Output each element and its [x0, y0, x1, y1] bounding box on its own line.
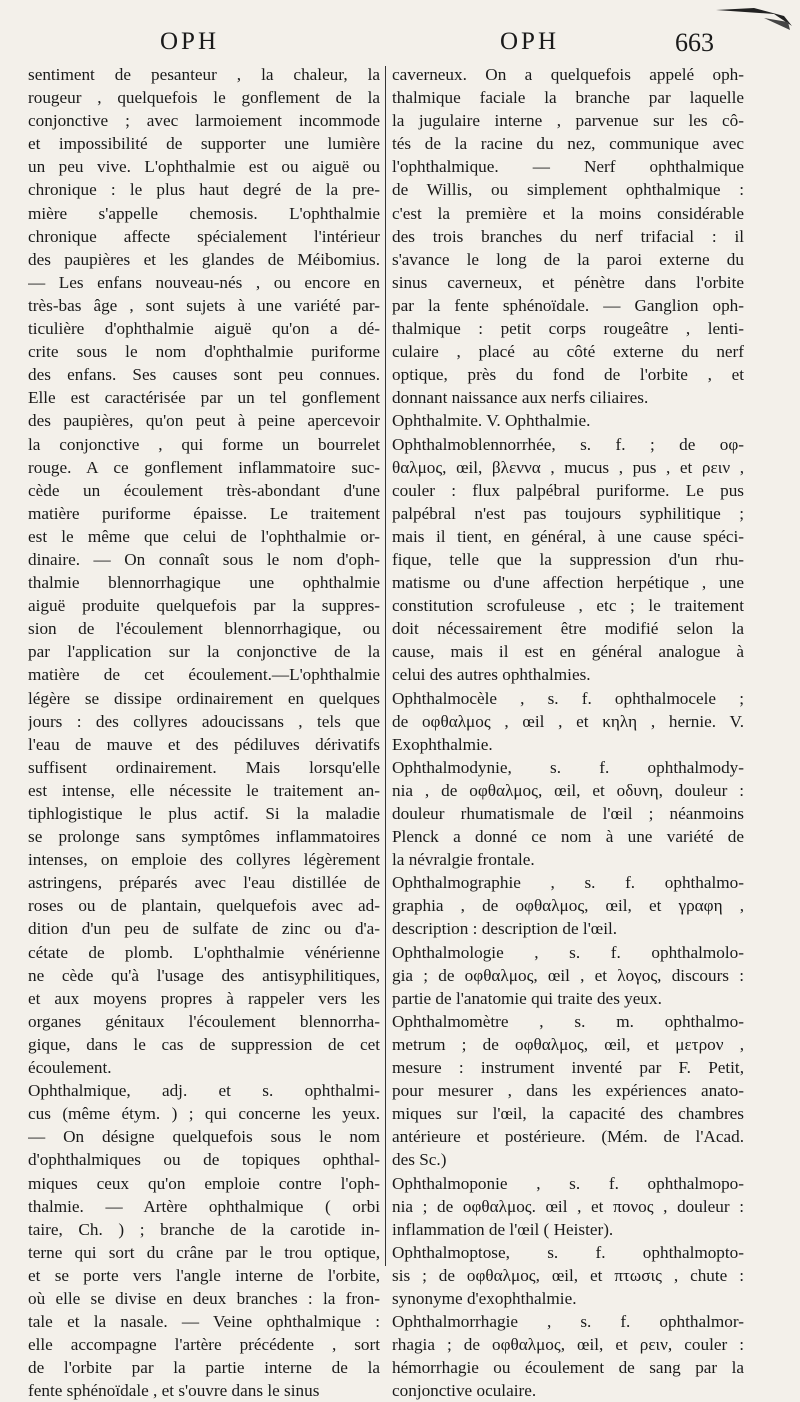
text-line: thalmie blennorrhagique une ophthalmie [28, 573, 380, 593]
text-line: un peu vive. L'ophthalmie est ou aiguë ou [28, 157, 380, 177]
text-line: est intense, elle nécessite le traitement an- [28, 780, 380, 800]
text-line: chronique : le plus haut degré de la pre- [28, 180, 380, 200]
text-line: par l'application sur la conjonctive de la [28, 642, 380, 662]
text-line: matisme ou d'une affection herpétique , une [392, 573, 744, 593]
text-line: organes génitaux l'écoulement blennorrha- [28, 1011, 380, 1031]
text-line: miques sur l'œil, la capacité des chambres [392, 1104, 744, 1124]
text-line: Ophthalmoblennorrhée, s. f. ; de οφ- [392, 434, 744, 454]
text-line: Elle est caractérisée par un tel gonflement [28, 388, 380, 408]
text-line: des enfans. Ses causes sont peu connues. [28, 365, 380, 385]
text-line: astringens, préparés avec l'eau distillée de [28, 873, 380, 893]
text-line: la jugulaire interne , parvenue sur les cô- [392, 111, 744, 131]
text-line: tés de la racine du nez, communique avec [392, 134, 744, 154]
text-line: des paupières, qu'on peut à peine apercevoir [28, 411, 380, 431]
text-line: taire, Ch. ) ; branche de la carotide in- [28, 1219, 380, 1239]
text-line: crite sous le nom d'ophthalmie puriforme [28, 342, 380, 362]
text-line: où elle se divise en deux branches : la fron- [28, 1288, 380, 1308]
text-line: chronique affecte spécialement l'intérieur [28, 226, 380, 246]
text-line: rhagia ; de οφθαλμος, œil, et ρειν, couler : [392, 1335, 744, 1355]
text-line: Plenck a donné ce nom à une variété de [392, 827, 744, 847]
text-line: graphia , de οφθαλμος, œil, et γραφη , [392, 896, 744, 916]
text-line: conjonctive ; avec larmoiement incommode [28, 111, 380, 131]
text-line: dinaire. — On connaît sous le nom d'oph- [28, 549, 380, 569]
column-divider [385, 66, 386, 1266]
text-line: s'avance le long de la paroi externe du [392, 249, 744, 269]
text-line: synonyme d'exophthalmie. [392, 1288, 577, 1308]
text-line: de οφθαλμος , œil , et κηλη , hernie. V. [392, 711, 744, 731]
text-line: fente sphénoïdale , et s'ouvre dans le sinus [28, 1381, 320, 1401]
text-line: cus (même étym. ) ; qui concerne les yeux. [28, 1104, 380, 1124]
text-line: Ophthalmoptose, s. f. ophthalmopto- [392, 1242, 744, 1262]
text-line: légère se dissipe ordinairement en quelques [28, 688, 380, 708]
text-line: Ophthalmique, adj. et s. ophthalmi- [28, 1081, 380, 1101]
text-line: optique, près du fond de l'orbite , et [392, 365, 744, 385]
text-line: cède un écoulement très-abondant d'une [28, 480, 380, 500]
text-line: tiphlogistique le plus actif. Si la maladie [28, 804, 380, 823]
text-line: Ophthalmodynie, s. f. ophthalmody- [392, 757, 744, 777]
text-line: thalmique : petit corps rougeâtre , lenti- [392, 319, 744, 339]
text-line: miques ceux qu'on emploie contre l'oph- [28, 1173, 380, 1193]
text-line: suffisent ordinairement. Mais lorsqu'elle [28, 757, 380, 777]
text-line: description : description de l'œil. [392, 919, 618, 939]
text-line: metrum ; de οφθαλμος, œil, et μετρον , [392, 1034, 744, 1054]
right-column [392, 63, 744, 1402]
text-line: mais il tient, en général, à une cause spéci- [392, 526, 744, 546]
text-line: culaire , placé au côté externe du nerf [392, 342, 744, 362]
text-line: sis ; de οφθαλμος, œil, et πτωσις , chute : [392, 1265, 744, 1285]
text-line: inflammation de l'œil ( Heister). [392, 1219, 614, 1239]
text-line: de Willis, ou simplement ophthalmique : [392, 180, 744, 200]
text-line: d'ophthalmiques ou de topiques ophthal- [28, 1150, 380, 1170]
text-line: nia , de οφθαλμος, œil, et οδυνη, douleur : [392, 780, 744, 800]
text-line: matière de cet écoulement.—L'ophthalmie [28, 665, 380, 685]
text-line: terne qui sort du crâne par le trou optique, [28, 1242, 380, 1262]
text-line: — On désigne quelquefois sous le nom [28, 1127, 380, 1147]
text-line: sinus caverneux, et pénètre dans l'orbite [392, 272, 744, 292]
text-line: Ophthalmographie , s. f. ophthalmo- [392, 873, 744, 893]
text-line: constitution scrofuleuse , etc ; le traitement [392, 596, 744, 616]
text-line: intenses, on emploie des collyres légèrement [28, 850, 380, 870]
text-line: et impossibilité de supporter une lumière [28, 134, 380, 154]
text-line: cétate de plomb. L'ophthalmie vénérienne [28, 942, 380, 962]
text-line: des trois branches du nerf trifacial : il [392, 226, 744, 246]
text-line: antérieure et postérieure. (Mém. de l'Acad. [392, 1127, 744, 1147]
text-line: est le même que celui de l'ophthalmie or- [28, 526, 380, 546]
text-line: matière puriforme épaisse. Le traitement [28, 503, 380, 523]
text-line: cause, mais il est en général analogue à [392, 642, 744, 662]
text-line: elle accompagne l'artère précédente , sort [28, 1335, 380, 1355]
text-line: aiguë produite quelquefois par la suppres- [28, 596, 380, 616]
text-line: couler : flux palpébral puriforme. Le pus [392, 480, 744, 500]
text-line: hémorrhagie ou écoulement de sang par la [392, 1358, 744, 1378]
running-head-left: OPH [160, 28, 220, 55]
text-line: jours : des collyres adoucissans , tels que [28, 711, 380, 731]
text-line: la conjonctive , qui forme un bourrelet [28, 434, 380, 454]
text-line: celui des autres ophthalmies. [392, 665, 591, 685]
left-column [28, 63, 380, 1402]
text-line: caverneux. On a quelquefois appelé oph- [392, 65, 744, 84]
text-line: sentiment de pesanteur , la chaleur, la [28, 65, 380, 84]
running-head-right: OPH [500, 28, 560, 55]
text-line: des paupières et les glandes de Méibomius. [28, 249, 380, 269]
text-line: gique, dans le cas de suppression de cet [28, 1034, 380, 1054]
text-line: conjonctive oculaire. [392, 1381, 537, 1401]
text-line: se prolonge sans symptômes inflammatoires [28, 827, 380, 847]
text-line: thalmie. — Artère ophthalmique ( orbi [28, 1196, 380, 1216]
text-line: dition d'un peu de sulfate de zinc ou d'a- [28, 919, 380, 939]
text-line: pour mesurer , dans les expériences anato- [392, 1081, 744, 1101]
text-line: ticulière d'ophthalmie aiguë qu'on a dé- [28, 319, 380, 339]
text-line: l'eau de mauve et des pédiluves dérivatifs [28, 734, 380, 754]
text-line: Ophthalmorrhagie , s. f. ophthalmor- [392, 1312, 744, 1332]
text-line: nia ; de οφθαλμος. œil , et πονος , douleur : [392, 1196, 744, 1216]
text-line: Ophthalmologie , s. f. ophthalmolo- [392, 942, 744, 962]
text-line: Exophthalmie. [392, 734, 493, 754]
text-line: ne cède qu'à l'usage des antisyphilitiques, [28, 965, 380, 985]
page-number: 663 [675, 28, 714, 57]
text-line: Ophthalmoponie , s. f. ophthalmopo- [392, 1173, 744, 1193]
text-line: douleur rhumatismale de l'œil ; néanmoins [392, 804, 744, 823]
text-line: par la fente sphénoïdale. — Ganglion oph- [392, 295, 744, 315]
text-line: rougeur , quelquefois le gonflement de la [28, 88, 380, 108]
text-line: doit nécessairement être modifié selon la [392, 619, 744, 639]
text-line: roses ou de plantain, quelquefois avec ad- [28, 896, 380, 916]
text-line: la névralgie frontale. [392, 850, 535, 870]
text-line: des Sc.) [392, 1150, 447, 1170]
text-line: mière s'appelle chemosis. L'ophthalmie [28, 203, 380, 223]
text-line: écoulement. [28, 1058, 112, 1078]
text-line: — Les enfans nouveau-nés , ou encore en [28, 272, 380, 292]
text-line: tale et la nasale. — Veine ophthalmique : [28, 1312, 380, 1332]
torn-corner-mark [714, 4, 794, 34]
text-line: palpébral n'est pas toujours syphilitique ; [392, 503, 744, 523]
text-line: Ophthalmocèle , s. f. ophthalmocele ; [392, 688, 744, 708]
text-line: rouge. A ce gonflement inflammatoire suc- [28, 457, 380, 477]
text-line: θαλμος, œil, βλεννα , mucus , pus , et ρειν , [392, 457, 744, 477]
text-line: thalmique faciale la branche par laquelle [392, 88, 744, 108]
text-line: très-bas âge , sont sujets à une variété par- [28, 295, 380, 315]
text-line: fique, telle que la suppression d'un rhu- [392, 549, 744, 569]
text-line: l'ophthalmique. — Nerf ophthalmique [392, 157, 744, 177]
text-line: de l'orbite par la partie interne de la [28, 1358, 380, 1378]
text-line: gia ; de οφθαλμος, œil , et λογος, discours : [392, 965, 744, 985]
text-line: partie de l'anatomie qui traite des yeux. [392, 988, 662, 1008]
text-line: sion de l'écoulement blennorrhagique, ou [28, 619, 380, 639]
text-line: Ophthalmomètre , s. m. ophthalmo- [392, 1011, 744, 1031]
text-line: Ophthalmite. V. Ophthalmie. [392, 411, 591, 431]
text-line: et aux moyens propres à rappeler vers les [28, 988, 380, 1008]
text-line: et se porte vers l'angle interne de l'orbite, [28, 1265, 380, 1285]
text-line: mesure : instrument inventé par F. Petit, [392, 1058, 744, 1078]
text-line: donnant naissance aux nerfs ciliaires. [392, 388, 649, 408]
text-line: c'est la première et la moins considérable [392, 203, 744, 223]
